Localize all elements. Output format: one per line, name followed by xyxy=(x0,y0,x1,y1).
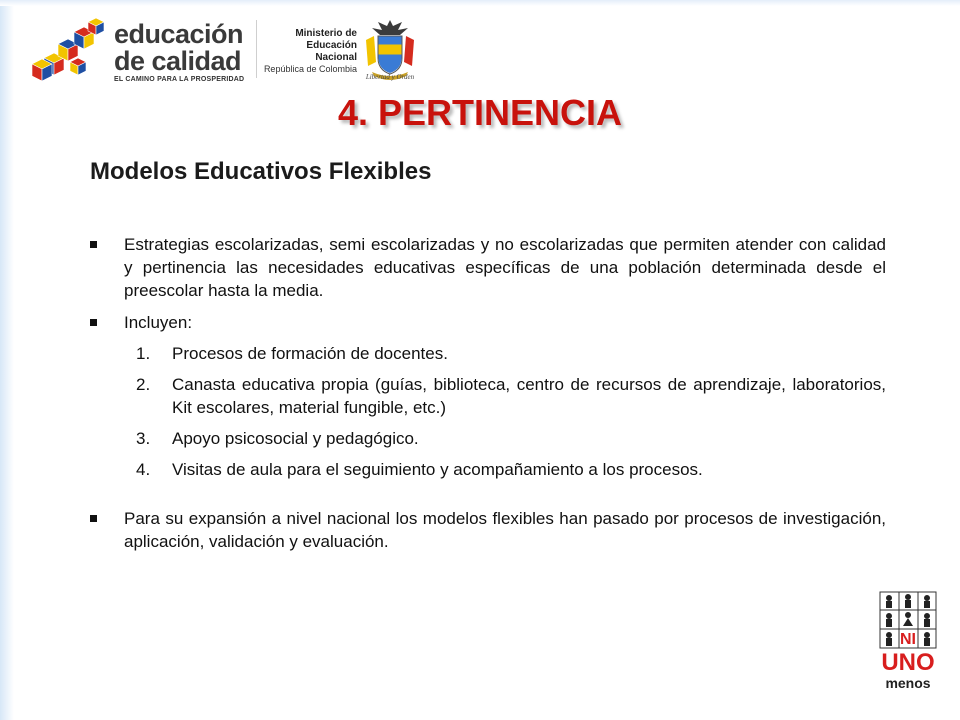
item-number: 2. xyxy=(136,375,151,394)
logo-tagline: EL CAMINO PARA LA PROSPERIDAD xyxy=(114,76,245,83)
bullet-item xyxy=(86,233,886,302)
crest-motto: Libertad y Orden xyxy=(365,73,415,81)
logo-word-de-calidad: de calidad xyxy=(114,46,242,76)
bullet-square-icon xyxy=(90,241,97,248)
bullet-square-icon xyxy=(90,319,97,326)
bullet-item xyxy=(86,507,886,553)
numbered-item xyxy=(86,342,886,365)
item-number: 1. xyxy=(136,344,151,363)
item-text: Visitas de aula para el seguimiento y acompañamiento a los procesos. xyxy=(172,460,703,479)
slide-frame-top xyxy=(0,0,960,6)
item-number: 3. xyxy=(136,429,151,448)
ni-uno-menos-logo xyxy=(872,590,944,700)
bullet-text: Incluyen: xyxy=(124,313,193,332)
item-number: 4. xyxy=(136,460,151,479)
logo-word-educacion: educación xyxy=(114,19,244,49)
nino-logo-line-3: menos xyxy=(885,675,931,691)
ministry-line-1: Ministerio de xyxy=(295,28,357,39)
slide-subtitle: Modelos Educativos Flexibles xyxy=(90,158,432,185)
bullet-text: Estrategias escolarizadas, semi escolarizadas y no escolarizadas que permiten atender con calidad y pertinencia las necesidades educativas específicas de una población determinada desde el preescolar hasta la media. xyxy=(124,235,886,300)
nino-logo-line-2: UNO xyxy=(881,649,935,676)
bullet-text: Para su expansión a nivel nacional los modelos flexibles han pasado por procesos de investigación, aplicación, validación y evaluación. xyxy=(124,509,886,551)
logo-divider xyxy=(256,20,257,78)
bullet-item xyxy=(86,311,886,334)
bullet-square-icon xyxy=(90,515,97,522)
item-text: Apoyo psicosocial y pedagógico. xyxy=(172,429,419,448)
numbered-item xyxy=(86,427,886,450)
cubes-logo-icon xyxy=(30,18,108,84)
item-text: Procesos de formación de docentes. xyxy=(172,344,448,363)
slide-title: 4. PERTINENCIA xyxy=(337,92,623,133)
educacion-de-calidad-logo xyxy=(30,18,250,86)
numbered-item xyxy=(86,373,886,419)
slide-content xyxy=(86,233,886,553)
item-text: Canasta educativa propia (guías, biblioteca, centro de recursos de aprendizaje, laboratorios, Kit escolares, material fungible, etc.) xyxy=(172,375,886,417)
ministry-line-2: Educación Nacional xyxy=(306,40,357,63)
ministry-logo-text xyxy=(262,28,357,75)
ministry-line-3: República de Colombia xyxy=(263,64,357,74)
numbered-item xyxy=(86,458,886,481)
nino-logo-line-1: NI xyxy=(900,631,916,648)
